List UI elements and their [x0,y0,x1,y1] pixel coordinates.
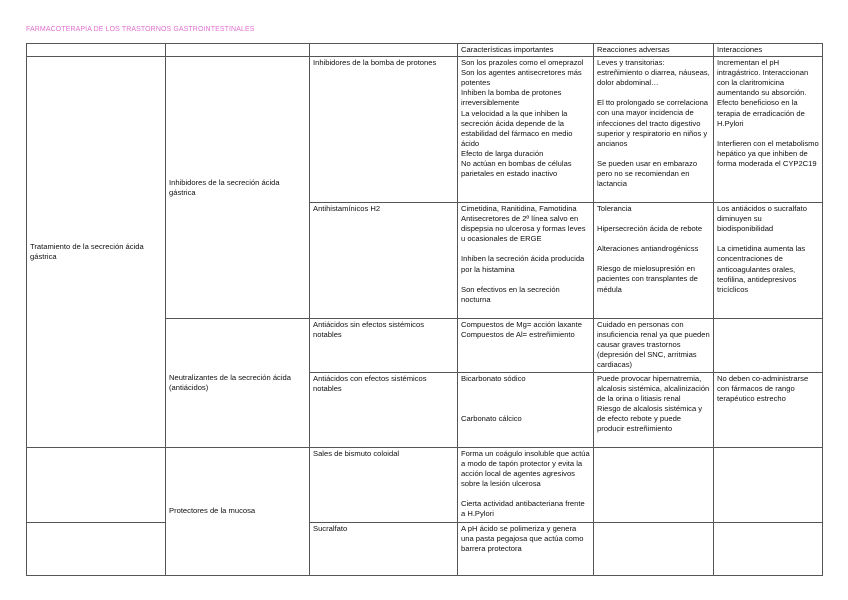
text-line: Son efectivos en la secreción nocturna [461,284,560,304]
text-line: Cimetidina, Ranitidina, Famotidina [461,204,577,214]
text-line: Son los prazoles como el omeprazol [461,58,584,68]
text-line: Bicarbonato sódico [461,373,526,383]
text-line: No deben co-administrarse con fármacos de rango terapéutico estrecho [717,373,809,403]
table-header-row [27,44,823,57]
header-reacciones: Reacciones adversas [594,44,714,57]
adverse-reactions-cell [594,57,714,203]
subcategory-cell: Neutralizantes de la secreción ácida (antiácidos) [166,319,310,447]
header-empty-1 [27,44,166,57]
characteristics-cell [458,57,594,203]
text-line: Antisecretores de 2º línea salvo en dispepsia no ulcerosa y formas leves u ocasionales de ERGE [461,214,586,244]
text-line: Leves y transitorias: estreñimiento o diarrea, náuseas, dolor abdominal… [597,58,710,88]
text-line: A pH ácido se polimeriza y genera una pasta pegajosa que actúa como barrera protectora [461,523,584,553]
interactions-cell [714,57,823,203]
text-line: Forma un coágulo insoluble que actúa a modo de tapón protector y evita la acción local de agentes agresivos sobre la lesión ulcerosa [461,448,590,488]
adverse-reactions-cell [594,447,714,522]
characteristics-cell [458,447,594,522]
text-line: Efecto de larga duración [461,148,544,158]
drug-name-cell: Antiácidos con efectos sistémicos notables [310,372,458,447]
text-line: No actúan en bombas de células parietales en estado inactivo [461,159,572,179]
adverse-reactions-cell [594,319,714,372]
adverse-reactions-cell [594,372,714,447]
header-empty-3 [310,44,458,57]
text-line: Los antiácidos o sucralfato diminuyen su biodisponibilidad [717,204,807,234]
interactions-cell [714,522,823,575]
text-line: Interfieren con el metabolismo hepático ya que inhiben de forma moderada el CYP2C19 [717,138,819,168]
header-interacciones: Interacciones [714,44,823,57]
text-line: Inhiben la secreción ácida producida por la histamina [461,254,585,274]
adverse-reactions-cell [594,522,714,575]
page-title: FARMACOTERAPIA DE LOS TRASTORNOS GASTROINTESTINALES [26,26,255,33]
text-line: Inhiben la bomba de protones irreversiblemente [461,88,562,108]
text-line: Puede provocar hipernatremia, alcalosis sistémica, alcalinización de la orina o litiasis renal [597,373,710,403]
drug-name-cell: Inhibidores de la bomba de protones [310,57,458,203]
text-line: Tolerancia [597,204,632,214]
subcategory-cell: Protectores de la mucosa [166,447,310,575]
pharmacotherapy-table [26,43,823,576]
table-row [27,447,823,522]
text-line: Riesgo de alcalosis sistémica y de efecto rebote y puede producir estreñimiento [597,403,703,434]
text-line: Carbonato cálcico [461,413,522,423]
subcategory-cell: Inhibidores de la secreción ácida gástrica [166,57,310,319]
interactions-cell [714,372,823,447]
text-line: La velocidad a la que inhiben la secreción ácida depende de la estabilidad del fármaco en medio ácido [461,108,573,148]
drug-name-cell: Antihistamínicos H2 [310,203,458,319]
text-line: Hipersecreción ácida de rebote [597,224,703,234]
adverse-reactions-cell [594,203,714,319]
text-line: Alteraciones antiandrogénicss [597,244,699,254]
header-caracteristicas: Características importantes [458,44,594,57]
category-cell-empty [27,447,166,522]
text-line: El tto prolongado se correlaciona con una mayor incidencia de infecciones del tracto digestivo superior y respiratorio en niños y ancianos [597,98,709,148]
interactions-cell [714,203,823,319]
drug-name-cell: Sales de bismuto coloidal [310,447,458,522]
characteristics-cell [458,319,594,372]
text-line: Cierta actividad antibacteriana frente a H.Pylori [461,498,585,519]
characteristics-cell [458,372,594,447]
characteristics-cell [458,203,594,319]
drug-name-cell: Sucralfato [310,522,458,575]
text-line: Compuestos de Al= estreñimiento [461,330,575,340]
text-line: Cuidado en personas con insuficiencia renal ya que pueden causar graves trastornos (depresión del SNC, arritmias cardiacas) [597,320,710,370]
table-row [27,522,823,575]
table-row [27,57,823,203]
interactions-cell [714,447,823,522]
category-cell-empty [27,522,166,575]
text-line: Incrementan el pH intragástrico. Interaccionan con la claritromicina aumentando su absorción. Efecto beneficioso en la terapia de erradicación de H.Pylori [717,58,809,128]
text-line: Compuestos de Mg= acción laxante [461,320,582,330]
characteristics-cell [458,522,594,575]
interactions-cell [714,319,823,372]
category-cell: Tratamiento de la secreción ácida gástrica [27,57,166,447]
text-line: Riesgo de mielosupresión en pacientes con transplantes de médula [597,264,698,294]
text-line: La cimetidina aumenta las concentraciones de anticoagulantes orales, teofilina, antidepresivos tricíclicos [717,244,806,294]
drug-name-cell: Antiácidos sin efectos sistémicos notables [310,319,458,372]
text-line: Son los agentes antisecretores más potentes [461,68,582,88]
text-line: Se pueden usar en embarazo pero no se recomiendan en lactancia [597,158,698,189]
header-empty-2 [166,44,310,57]
